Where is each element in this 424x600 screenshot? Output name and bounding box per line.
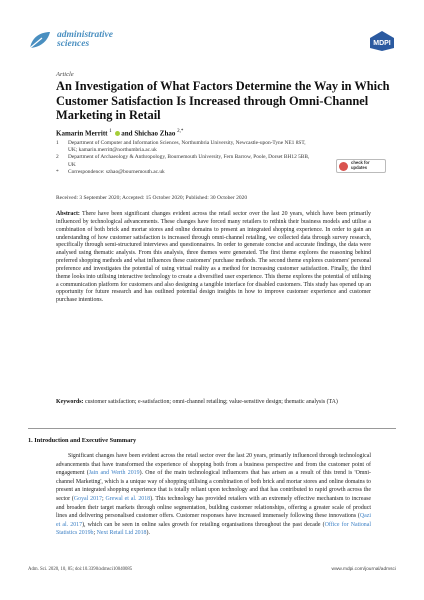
keywords-label: Keywords: [56, 399, 84, 405]
article-type: Article [56, 71, 74, 78]
affiliation-item [56, 169, 316, 176]
author-name[interactable]: Shichao Zhao [134, 129, 176, 138]
citation-separator: ; [93, 530, 97, 537]
check-updates-line1: check for [351, 160, 370, 166]
citation-separator: ; [101, 495, 106, 502]
body-text-segment: ), which can be seen in online sales growth for retailing organisations throughout the past decade ( [82, 521, 325, 528]
abstract-text: There have been significant changes evident across the retail sector over the last 20 years, which have been primarily influenced by technological advancements. These changes have forced many retailers to rethink their business models and utilise a combination of both brick and mortar stores and online domains to present an integrated shopping experience. In order to gain an understanding of how customer satisfaction is increased through omni-channel retailing, we collected data through survey research, specifically through semi-structured interviews and questionnaires. In order to generate concise and accurate findings, the data were analysed using thematic analysis. From this analysis, three themes were generated. The first theme explores the reasoning behind preferred shopping methods and what influences these customers' purchase methods. The second theme explores customers' personal preference and investigates the potential of using virtual reality as a method for increasing customer satisfaction. Finally, the third theme looks into utilising interactive technology to create a diversified user experience. This theme explores the potential of utilising a communication platform for customers and also designing a tangible interface for disabled customers. This study has opened up an opportunity for future research and has outlined potential design insights in how to improve customer experience and customer purchase intentions. [56, 211, 371, 304]
keywords-text: customer satisfaction; e-satisfaction; omni-channel retailing; value-sensitive design; thematic analysis (TA) [84, 399, 338, 405]
check-updates-icon [339, 162, 348, 171]
publication-dates: Received: 3 September 2020; Accepted: 15 October 2020; Published: 30 October 2020 [56, 195, 248, 201]
keywords [56, 399, 371, 407]
journal-name-line2: sciences [57, 39, 90, 49]
body-text-segment: ). One of the main technological influencers that has arisen as a result of this trend is 'Omni-channel Marketing', which is a unique way of shopping utilising a combination of both brick and mortar stores and online domains to present an integrated shopping experience that is totally reliant upon technology and that has contributed to rapid growth across the sector ( [56, 470, 371, 502]
orcid-icon[interactable] [115, 131, 120, 136]
author-name[interactable]: Kamarin Merritt [56, 129, 108, 138]
body-paragraph [56, 452, 371, 538]
citation-link[interactable]: Next Retail Ltd 2018 [96, 530, 147, 537]
affiliation-mark: * [56, 168, 59, 175]
footer-journal-url[interactable]: www.mdpi.com/journal/admsci [331, 567, 396, 572]
mdpi-logo-icon [368, 30, 396, 52]
affiliation-mark: 1 [56, 140, 59, 146]
affiliation-text: Department of Archaeology & Anthropology, Bournemouth University, Fern Barrow, Poole, Dorset BH12 5BB, UK [68, 154, 310, 168]
citation-link[interactable]: Grewal et al. 2018 [105, 495, 151, 502]
journal-name [57, 31, 113, 49]
citation-link[interactable]: Qazi et al. 2017 [56, 513, 371, 528]
svg-text:MDPI: MDPI [373, 40, 391, 47]
affiliations [56, 140, 316, 176]
abstract [56, 211, 371, 305]
correspondence-text: Correspondence: szhao@bournemouth.ac.uk [68, 168, 165, 175]
journal-name-line1: administrative [57, 30, 113, 40]
check-updates-line2: updates [351, 165, 368, 170]
section-divider [28, 428, 396, 429]
body-text-segment: ). [146, 530, 150, 537]
journal-header [28, 30, 113, 50]
footer-citation: Adm. Sci. 2020, 10, 85; doi:10.3390/admsci10040085 [28, 567, 133, 572]
check-updates-label [351, 161, 370, 170]
citation-link[interactable]: Jain and Werth 2019 [88, 470, 140, 477]
journal-leaf-logo-icon [28, 30, 52, 50]
author-list [56, 129, 183, 137]
affiliation-item [56, 154, 316, 168]
affiliation-mark: 2 [56, 154, 59, 161]
body-text-segment: ). This technology has provided retailers with an extremely effective mechanism to increase and broaden their target markets through online segmentation, building customer relationships, offering a greater scale of product lines and delivering personalised customer offers. Customer responses have increased immensely following these innovations ( [56, 495, 371, 520]
author-join: and [121, 129, 133, 138]
citation-link[interactable]: Office for National Statistics 2019b [56, 521, 371, 537]
affiliation-text: Department of Computer and Information Sciences, Northumbria University, Newcastle-upon-Tyne NE1 8ST, UK; kamarin.merritt@northumbria.ac.uk [68, 140, 306, 154]
author-affiliation-mark: 2,* [177, 129, 184, 134]
body-text-segment: Significant changes have been evident across the retail sector over the last 20 years, primarily influenced through technological advancements that have transformed the experience of shopping both from a business perspective and from the customer point of engagement ( [56, 453, 371, 477]
article-title: An Investigation of What Factors Determine the Way in Which Customer Satisfaction Is Increased through Omni-Channel Marketing in Retail [56, 79, 390, 122]
section-heading: 1. Introduction and Executive Summary [28, 437, 137, 444]
affiliation-item [56, 140, 316, 154]
check-for-updates-button[interactable] [336, 159, 386, 173]
citation-link[interactable]: Goyal 2017 [73, 495, 102, 502]
author-affiliation-mark: 1 [109, 129, 112, 134]
abstract-label: Abstract: [56, 211, 80, 217]
